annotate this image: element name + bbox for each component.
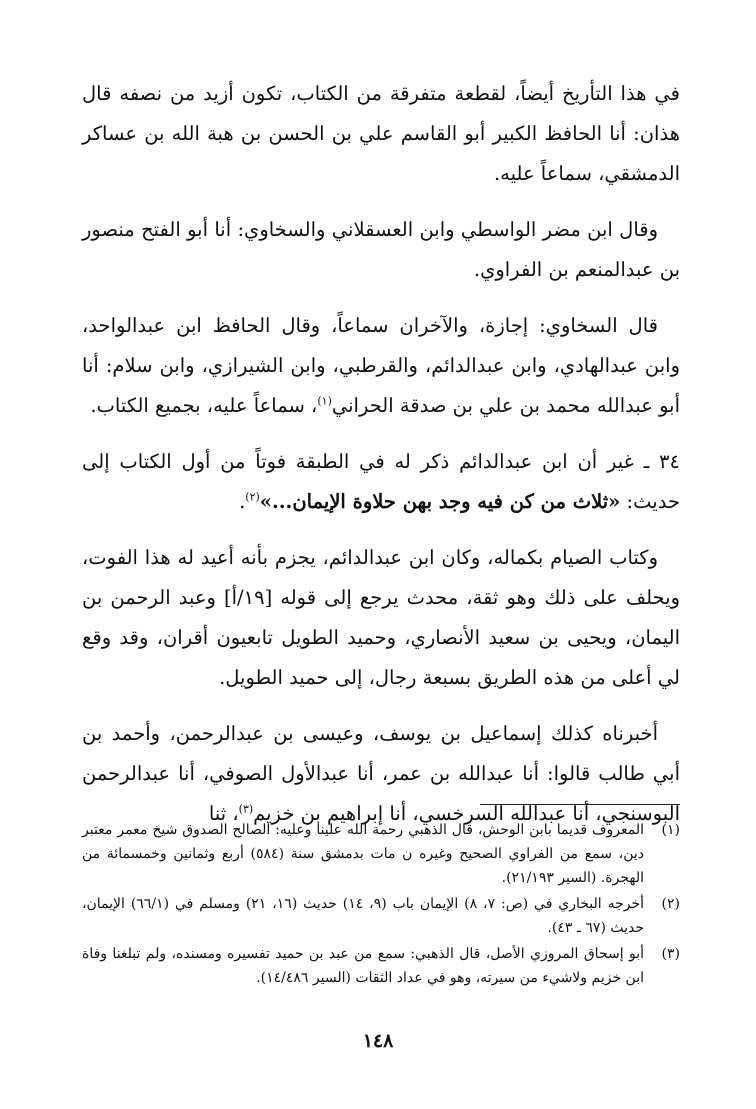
paragraph-5 (82, 538, 680, 698)
footnote-3-text: أبو إسحاق المروزي الأصل، قال الذهبي: سمع من عبد بن حميد تفسيره ومسنده، ولم تبلغنا وفاة ابن خزيم ولاشيء من سيرته، وهو في عداد الثقات (السير ١٤/٤٨٦). (82, 946, 644, 986)
paragraph-6-text-a: أخبرناه كذلك إسماعيل بن يوسف، وعيسى بن عبدالرحمن، وأحمد بن أبي طالب قالوا: أنا عبدالله بن عمر، أنا عبدالأول الصوفي، أنا عبدالرحمن البوسنجي، أنا عبدالله السرخسي، أنا إبراهيم بن خزيم (82, 722, 680, 825)
paragraph-5-text: وكتاب الصيام بكماله، وكان ابن عبدالدائم، يجزم بأنه أعيد له هذا الفوت، ويحلف على ذلك وهو ثقة، محدث يرجع إلى قوله [١٩/أ] وعبد الرحمن بن اليمان، ويحيى بن سعيد الأنصاري، وحميد الطويل تابعيون أقران، وقد وقع لي أعلى من هذه الطريق بسبعة رجال، إلى حميد الطويل. (82, 546, 680, 689)
paragraph-2 (82, 210, 680, 290)
paragraph-2-text: وقال ابن مضر الواسطي وابن العسقلاني والسخاوي: أنا أبو الفتح منصور بن عبدالمنعم بن الفراوي. (82, 218, 680, 281)
footnote-1-number: (١) (661, 822, 680, 838)
paragraph-3-text-a: قال السخاوي: إجازة، والآخران سماعاً، وقال الحافظ ابن عبدالواحد، وابن عبدالهادي، وابن عبدالدائم، والقرطبي، وابن الشيرازي، وابن سلام: أنا أبو عبدالله محمد بن علي بن صدقة الحراني (82, 314, 680, 417)
footnote-2 (82, 892, 680, 940)
footnote-3 (82, 942, 680, 990)
footnote-ref-1[interactable]: (١) (317, 394, 332, 408)
footnote-2-number: (٢) (661, 896, 680, 912)
footnote-ref-2[interactable]: (٢) (245, 490, 260, 504)
page-number: ١٤٨ (362, 1030, 394, 1052)
paragraph-6-text-b: ، ثنا (208, 802, 239, 825)
paragraph-4 (82, 442, 680, 522)
hadith-quote: «ثلاث من كن فيه وجد بهن حلاوة الإيمان...» (259, 490, 621, 513)
footnote-2-text: أخرجه البخاري في (ص: ٧، ٨) الإيمان باب (٩، ١٤) حديث (١٦، ٢١) ومسلم في (٦٦/١) الإيمان، حديث (٦٧ ـ ٤٣). (82, 896, 645, 936)
main-text (82, 74, 680, 850)
footnotes (82, 818, 680, 992)
paragraph-1: في هذا التأريخ أيضاً، لقطعة متفرقة من الكتاب، تكون أزيد من نصفه قال هذان: أنا الحافظ الكبير أبو القاسم علي بن الحسن بن هبة الله بن عساكر الدمشقي، سماعاً عليه. (82, 82, 680, 185)
footnote-ref-3[interactable]: (٣) (238, 802, 254, 816)
footnote-1 (82, 818, 680, 890)
paragraph-3 (82, 306, 680, 426)
paragraph-4-text-b: . (239, 490, 246, 513)
footnote-3-number: (٣) (661, 946, 680, 962)
footnote-1-text: المعروف قديما بابن الوحش، قال الذهبي رحمة الله علينا وعليه: الصالح الصدوق شيخ معمر معتبر دين، سمع من الفراوي الصحيح وغيره ن مات بدمشق سنة (٥٨٤) أربع وثمانين وخمسمائة من الهجرة. (السير ٢١/١٩٣). (82, 822, 644, 886)
paragraph-6 (82, 714, 680, 834)
paragraph-3-text-b: ، سماعاً عليه، بجميع الكتاب. (90, 394, 318, 417)
paragraph-4-text-a: ٣٤ ـ غير أن ابن عبدالدائم ذكر له في الطبقة فوتاً من أول الكتاب إلى حديث: (82, 450, 680, 513)
footnote-separator (480, 804, 680, 805)
